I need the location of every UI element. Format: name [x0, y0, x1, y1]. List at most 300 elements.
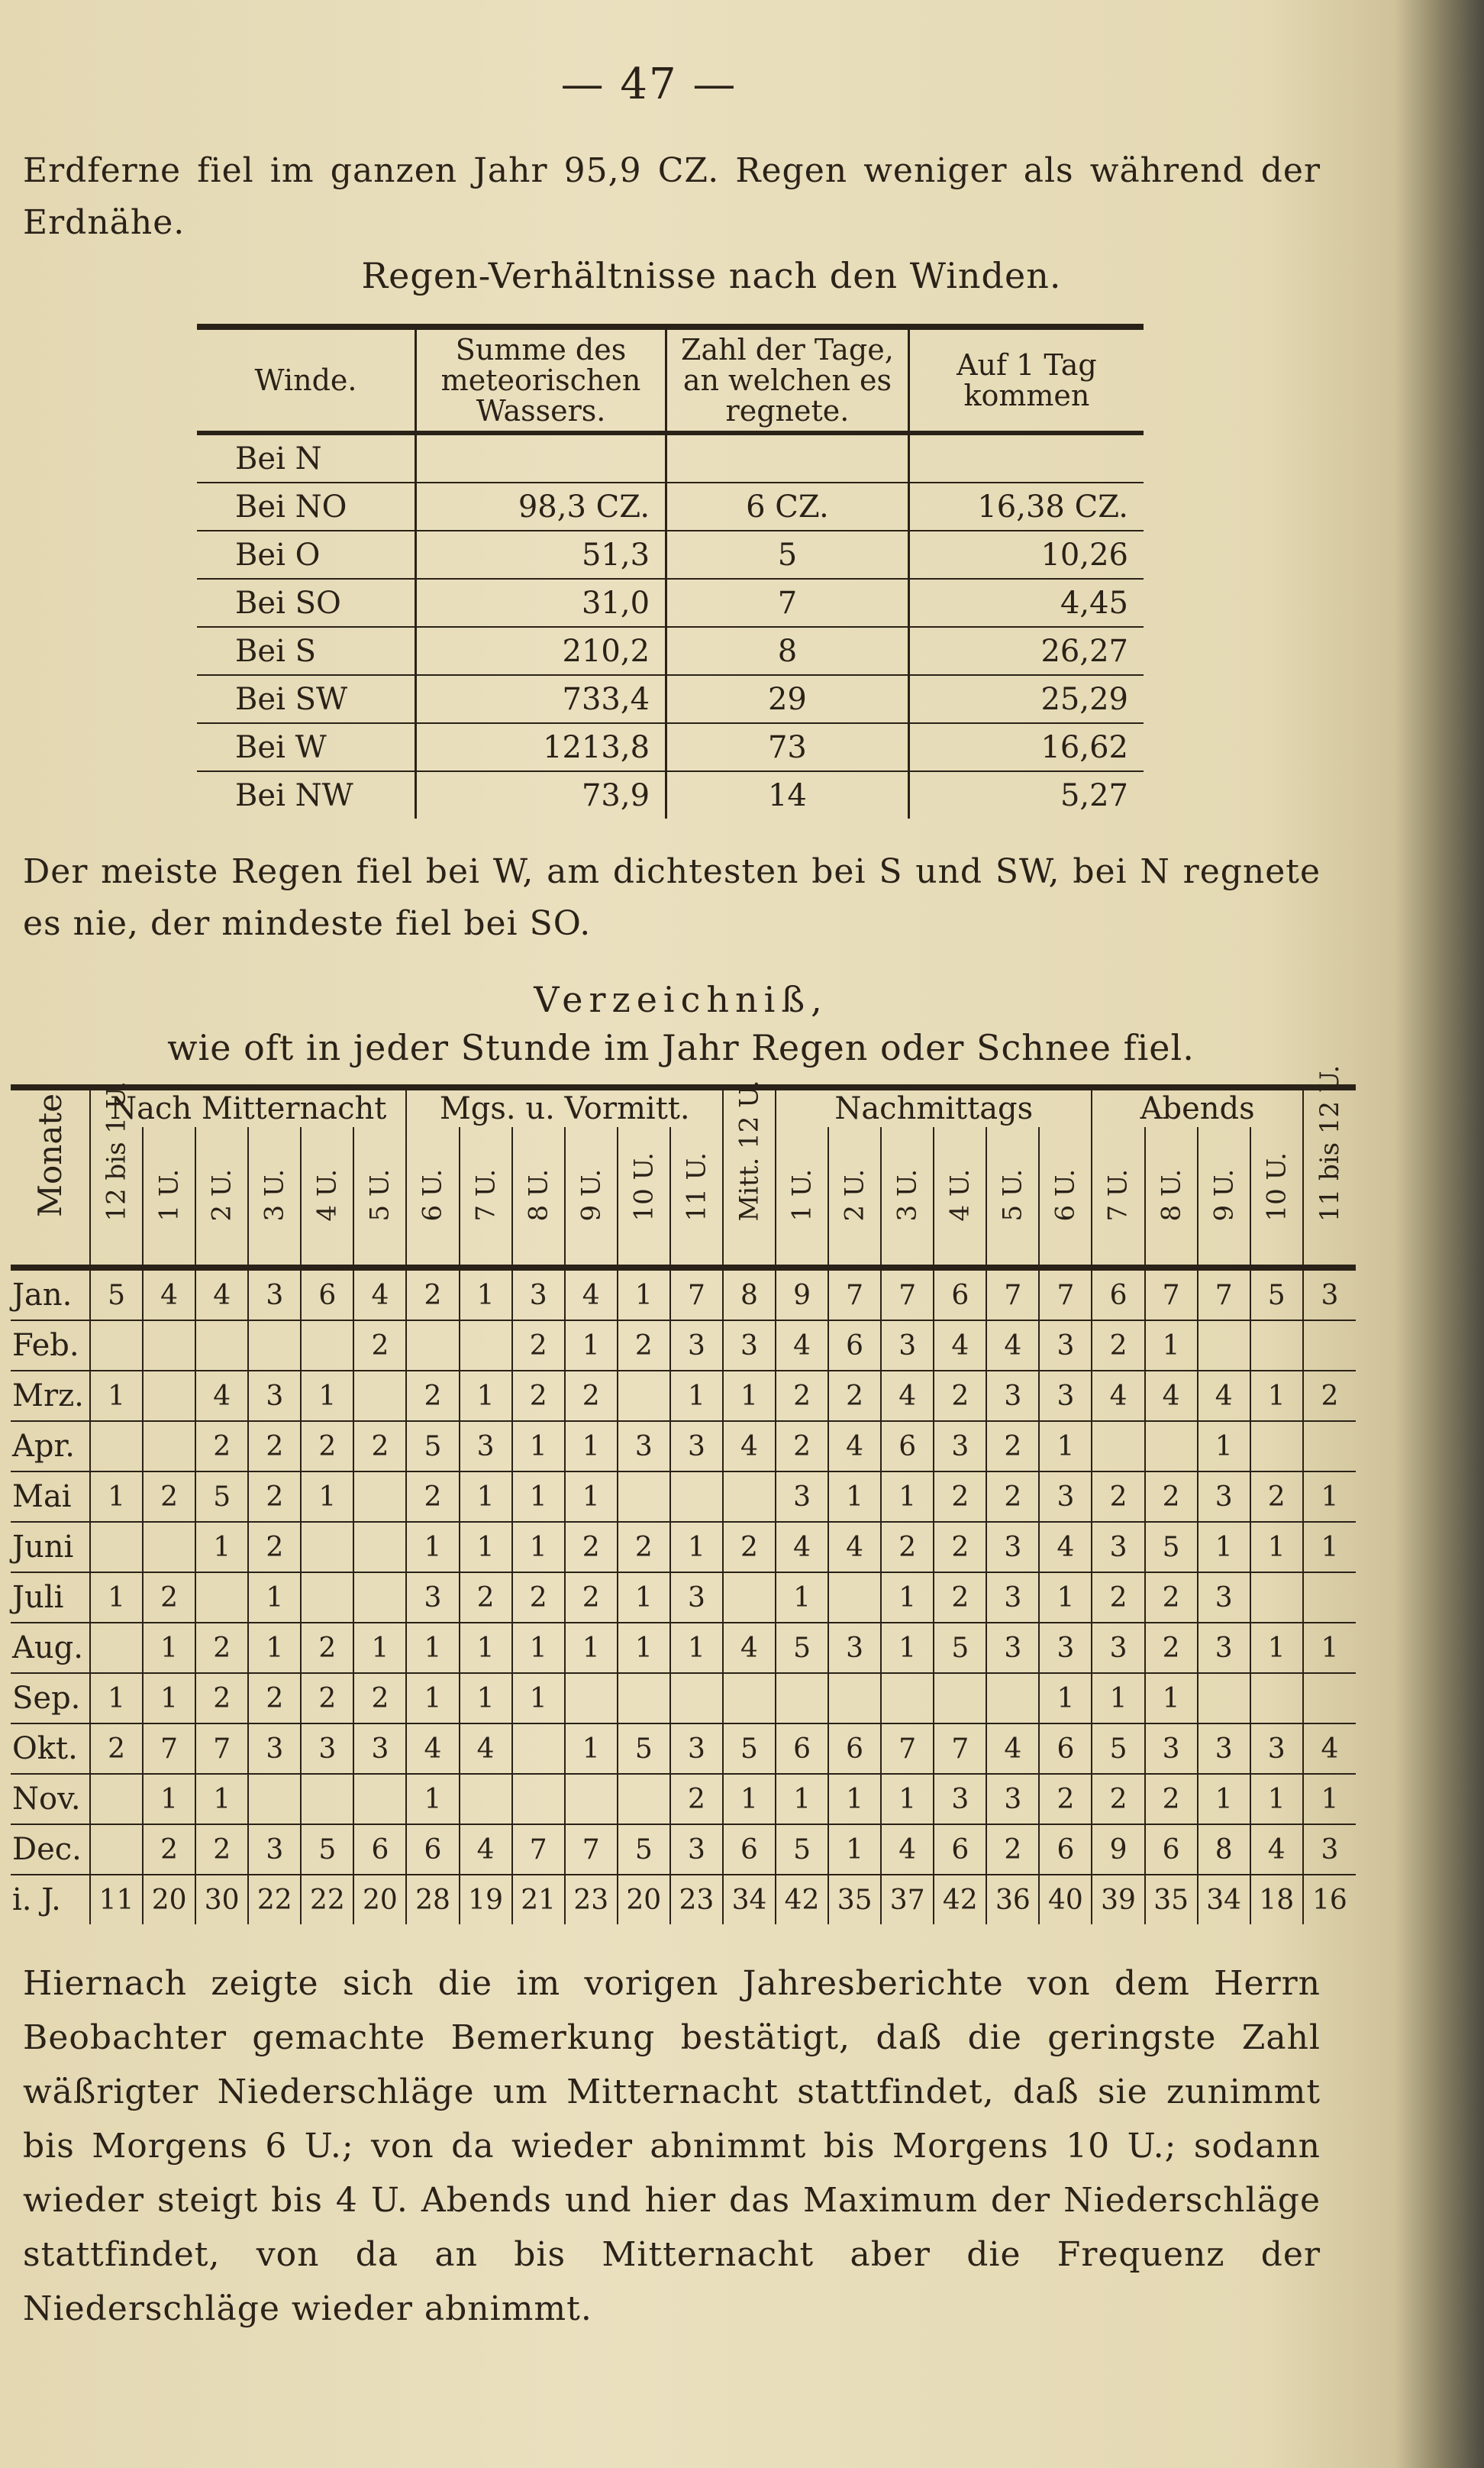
water-sum: 73,9 [416, 771, 666, 819]
count-cell: 2 [195, 1824, 248, 1875]
count-cell: 2 [90, 1723, 143, 1774]
count-cell [828, 1572, 881, 1623]
count-cell [195, 1572, 248, 1623]
header-rain-days: Zahl der Tage, an welchen es regnete. [666, 327, 909, 433]
count-cell: 3 [1145, 1723, 1198, 1774]
count-cell: 2 [301, 1421, 353, 1471]
count-cell: 7 [881, 1723, 934, 1774]
wind-row [197, 579, 1144, 627]
month-row [11, 1824, 1356, 1875]
count-cell: 7 [143, 1723, 195, 1774]
hour-header: 2 U. [828, 1127, 881, 1268]
count-cell: 1 [1145, 1320, 1198, 1371]
count-cell [195, 1320, 248, 1371]
count-cell: 2 [1039, 1774, 1092, 1824]
count-cell: 1 [881, 1471, 934, 1522]
count-cell: 3 [618, 1421, 670, 1471]
wind-row [197, 483, 1144, 531]
wind-row [197, 723, 1144, 771]
month-row [11, 1268, 1356, 1320]
water-sum: 733,4 [416, 675, 666, 723]
count-cell: 4 [881, 1371, 934, 1421]
count-cell: 6 [406, 1824, 459, 1875]
count-cell: 2 [1092, 1774, 1144, 1824]
count-cell: 1 [1303, 1774, 1356, 1824]
count-cell: 5 [776, 1623, 828, 1673]
count-cell: 5 [618, 1723, 670, 1774]
count-cell [301, 1774, 353, 1824]
count-cell: 2 [301, 1623, 353, 1673]
count-cell: 1 [670, 1623, 723, 1673]
count-cell [565, 1774, 618, 1824]
count-cell: 2 [934, 1471, 986, 1522]
count-cell: 1 [406, 1673, 459, 1723]
wind-direction: Bei SO [197, 579, 416, 627]
count-cell: 2 [1250, 1471, 1303, 1522]
hour-header: 3 U. [881, 1127, 934, 1268]
count-cell [776, 1673, 828, 1723]
count-cell: 4 [828, 1421, 881, 1471]
hour-header: 9 U. [565, 1127, 618, 1268]
header-months: Monate. [11, 1087, 90, 1268]
per-day: 16,38 CZ. [908, 483, 1144, 531]
count-cell: 1 [301, 1471, 353, 1522]
water-sum: 51,3 [416, 531, 666, 579]
month-label: Mrz. [11, 1371, 90, 1421]
count-cell: 7 [881, 1268, 934, 1320]
count-cell [512, 1774, 565, 1824]
count-cell: 4 [776, 1320, 828, 1371]
count-cell: 3 [670, 1421, 723, 1471]
hours-table-title: Verzeichniß, [534, 979, 828, 1020]
count-cell: 1 [512, 1421, 565, 1471]
count-cell: 2 [618, 1522, 670, 1572]
count-cell: 1 [1198, 1774, 1250, 1824]
count-cell: 1 [1198, 1522, 1250, 1572]
count-cell [512, 1723, 565, 1774]
hour-header: 4 U. [934, 1127, 986, 1268]
header-per-day: Auf 1 Tag kommen [908, 327, 1144, 433]
count-cell: 1 [881, 1774, 934, 1824]
rain-days [666, 433, 909, 483]
count-cell: 3 [512, 1268, 565, 1320]
count-cell [618, 1371, 670, 1421]
page-number: — 47 — [560, 60, 737, 109]
count-cell: 28 [406, 1875, 459, 1924]
count-cell: 6 [301, 1268, 353, 1320]
count-cell: 7 [195, 1723, 248, 1774]
count-cell: 1 [565, 1421, 618, 1471]
count-cell: 2 [406, 1371, 459, 1421]
count-cell: 1 [143, 1623, 195, 1673]
count-cell [565, 1673, 618, 1723]
count-cell: 2 [353, 1673, 406, 1723]
count-cell [90, 1522, 143, 1572]
month-row [11, 1572, 1356, 1623]
count-cell: 1 [828, 1471, 881, 1522]
count-cell: 1 [512, 1471, 565, 1522]
rain-days: 7 [666, 579, 909, 627]
count-cell: 2 [881, 1522, 934, 1572]
hour-header: 6 U. [1039, 1127, 1092, 1268]
count-cell: 2 [406, 1268, 459, 1320]
count-cell: 5 [301, 1824, 353, 1875]
count-cell: 1 [143, 1774, 195, 1824]
count-cell: 2 [1145, 1471, 1198, 1522]
count-cell: 4 [406, 1723, 459, 1774]
month-label: Nov. [11, 1774, 90, 1824]
hour-header: 10 U. [618, 1127, 670, 1268]
month-label: Mai [11, 1471, 90, 1522]
count-cell: 6 [1092, 1268, 1144, 1320]
hour-header: 9 U. [1198, 1127, 1250, 1268]
month-label: Apr. [11, 1421, 90, 1471]
count-cell: 5 [1092, 1723, 1144, 1774]
count-cell: 2 [512, 1572, 565, 1623]
count-cell: 2 [565, 1572, 618, 1623]
count-cell: 1 [195, 1774, 248, 1824]
count-cell: 1 [723, 1371, 776, 1421]
count-cell: 3 [1039, 1471, 1092, 1522]
count-cell: 2 [353, 1320, 406, 1371]
count-cell: 2 [565, 1522, 618, 1572]
wind-note-paragraph: Der meiste Regen fiel bei W, am dichtesten bei S und SW, bei N regnete es nie, der mindeste fiel bei SO. [23, 852, 1321, 943]
count-cell: 1 [353, 1623, 406, 1673]
count-cell: 1 [195, 1522, 248, 1572]
count-cell: 1 [618, 1268, 670, 1320]
count-cell: 4 [353, 1268, 406, 1320]
wind-row [197, 433, 1144, 483]
count-cell: 3 [670, 1320, 723, 1371]
count-cell: 1 [90, 1572, 143, 1623]
wind-direction: Bei NW [235, 777, 353, 813]
rain-days: 29 [666, 675, 909, 723]
count-cell: 1 [1250, 1623, 1303, 1673]
count-cell: 7 [512, 1824, 565, 1875]
hour-header: 1 U. [143, 1127, 195, 1268]
month-row [11, 1522, 1356, 1572]
count-cell [353, 1522, 406, 1572]
count-cell [353, 1774, 406, 1824]
count-cell [1250, 1673, 1303, 1723]
count-cell: 8 [1198, 1824, 1250, 1875]
count-cell: 7 [670, 1268, 723, 1320]
count-cell [90, 1623, 143, 1673]
count-cell: 3 [406, 1572, 459, 1623]
count-cell: 2 [353, 1421, 406, 1471]
count-cell: 6 [828, 1320, 881, 1371]
month-label: Sep. [11, 1673, 90, 1723]
count-cell: 1 [1303, 1623, 1356, 1673]
count-cell: 2 [143, 1572, 195, 1623]
count-cell: 4 [1145, 1371, 1198, 1421]
per-day: 4,45 [908, 579, 1144, 627]
count-cell [143, 1522, 195, 1572]
count-cell: 1 [460, 1371, 512, 1421]
count-cell: 6 [1039, 1824, 1092, 1875]
water-sum: 1213,8 [416, 723, 666, 771]
hour-header: 10 U. [1250, 1127, 1303, 1268]
count-cell: 1 [406, 1522, 459, 1572]
count-cell: 3 [723, 1320, 776, 1371]
count-cell [1092, 1421, 1144, 1471]
count-cell: 1 [248, 1623, 301, 1673]
count-cell: 4 [881, 1824, 934, 1875]
per-day [908, 433, 1144, 483]
month-row [11, 1320, 1356, 1371]
count-cell: 2 [986, 1421, 1039, 1471]
count-cell: 18 [1250, 1875, 1303, 1924]
count-cell: 20 [618, 1875, 670, 1924]
wind-row [197, 771, 1144, 819]
count-cell: 35 [828, 1875, 881, 1924]
count-cell: 1 [618, 1623, 670, 1673]
count-cell: 3 [1039, 1320, 1092, 1371]
month-row [11, 1371, 1356, 1421]
month-row [11, 1623, 1356, 1673]
count-cell: 37 [881, 1875, 934, 1924]
count-cell: 20 [143, 1875, 195, 1924]
count-cell: 1 [828, 1824, 881, 1875]
count-cell [353, 1371, 406, 1421]
hour-header: 8 U. [1145, 1127, 1198, 1268]
count-cell: 1 [1039, 1673, 1092, 1723]
count-cell: 1 [565, 1471, 618, 1522]
hour-header: 7 U. [460, 1127, 512, 1268]
count-cell: 1 [1039, 1572, 1092, 1623]
count-cell: 3 [986, 1623, 1039, 1673]
wind-row [197, 627, 1144, 675]
count-cell: 3 [1092, 1623, 1144, 1673]
count-cell: 2 [248, 1522, 301, 1572]
count-cell: 3 [301, 1723, 353, 1774]
count-cell: 34 [723, 1875, 776, 1924]
count-cell: 2 [776, 1421, 828, 1471]
count-cell: 16 [1303, 1875, 1356, 1924]
hour-header: 11 bis 12 U. [1303, 1127, 1356, 1268]
count-cell [143, 1421, 195, 1471]
count-cell: 21 [512, 1875, 565, 1924]
count-cell: 2 [670, 1774, 723, 1824]
water-sum [416, 433, 666, 483]
count-cell: 6 [881, 1421, 934, 1471]
count-cell [881, 1673, 934, 1723]
count-cell: 2 [776, 1371, 828, 1421]
count-cell: 1 [1198, 1421, 1250, 1471]
hour-header: 11 U. [670, 1127, 723, 1268]
count-cell: 1 [1250, 1522, 1303, 1572]
closing-paragraph: Hiernach zeigte sich die im vorigen Jahresberichte von dem Herrn Beobachter gemachte Bemerkung bestätigt, daß die geringste Zahl wäßrigter Niederschläge um Mitternacht stattfindet, daß sie zunimmt bis Morgens 6 U.; von da wieder abnimmt bis Morgens 10 U.; sodann wieder steigt bis 4 U. Abends und hier das Maximum der Niederschläge stattfindet, von da an bis Mitternacht aber die Frequenz der Niederschläge wieder abnimmt. [23, 1964, 1321, 2328]
month-label: Okt. [11, 1723, 90, 1774]
count-cell: 3 [670, 1824, 723, 1875]
count-cell: 4 [1303, 1723, 1356, 1774]
count-cell: 2 [512, 1320, 565, 1371]
intro-paragraph: Erdferne fiel im ganzen Jahr 95,9 CZ. Regen weniger als während der Erdnähe. [23, 151, 1321, 242]
count-cell [143, 1320, 195, 1371]
count-cell: 5 [90, 1268, 143, 1320]
count-cell: 1 [1092, 1673, 1144, 1723]
count-cell: 2 [512, 1371, 565, 1421]
count-cell: 4 [195, 1268, 248, 1320]
count-cell: 3 [1198, 1623, 1250, 1673]
count-cell: 4 [776, 1522, 828, 1572]
hour-header: Mitt. 12 U. [723, 1127, 776, 1268]
count-cell: 2 [195, 1421, 248, 1471]
count-cell [248, 1320, 301, 1371]
count-cell: 9 [1092, 1824, 1144, 1875]
count-cell: 1 [90, 1371, 143, 1421]
count-cell: 3 [1303, 1824, 1356, 1875]
count-cell [1145, 1421, 1198, 1471]
count-cell: 7 [1039, 1268, 1092, 1320]
count-cell: 1 [248, 1572, 301, 1623]
count-cell: 1 [406, 1774, 459, 1824]
year-total-row [11, 1875, 1356, 1924]
count-cell: 4 [565, 1268, 618, 1320]
count-cell: 6 [723, 1824, 776, 1875]
count-cell: 2 [248, 1421, 301, 1471]
month-row [11, 1723, 1356, 1774]
count-cell [1198, 1673, 1250, 1723]
count-cell: 23 [565, 1875, 618, 1924]
count-cell: 4 [460, 1824, 512, 1875]
count-cell: 30 [195, 1875, 248, 1924]
count-cell: 1 [460, 1522, 512, 1572]
count-cell: 5 [723, 1723, 776, 1774]
count-cell: 7 [1145, 1268, 1198, 1320]
count-cell: 3 [986, 1774, 1039, 1824]
count-cell [618, 1673, 670, 1723]
count-cell: 3 [248, 1371, 301, 1421]
count-cell [353, 1471, 406, 1522]
count-cell: 1 [460, 1623, 512, 1673]
count-cell [90, 1824, 143, 1875]
count-cell: 2 [986, 1824, 1039, 1875]
count-cell: 1 [1303, 1471, 1356, 1522]
count-cell [986, 1673, 1039, 1723]
count-cell: 2 [248, 1471, 301, 1522]
count-cell: 2 [195, 1673, 248, 1723]
count-cell [1303, 1421, 1356, 1471]
count-cell [1303, 1572, 1356, 1623]
count-cell: 3 [828, 1623, 881, 1673]
count-cell [90, 1320, 143, 1371]
count-cell: 1 [565, 1723, 618, 1774]
count-cell [1250, 1421, 1303, 1471]
count-cell: 6 [934, 1824, 986, 1875]
count-cell: 4 [723, 1623, 776, 1673]
count-cell: 4 [986, 1320, 1039, 1371]
count-cell: 4 [143, 1268, 195, 1320]
count-cell: 4 [828, 1522, 881, 1572]
count-cell: 2 [1145, 1623, 1198, 1673]
wind-direction: Bei N [197, 433, 416, 483]
count-cell: 4 [195, 1371, 248, 1421]
month-label: Juli [11, 1572, 90, 1623]
count-cell: 7 [828, 1268, 881, 1320]
count-cell: 2 [986, 1471, 1039, 1522]
count-cell: 1 [723, 1774, 776, 1824]
count-cell [353, 1572, 406, 1623]
hour-header: 7 U. [1092, 1127, 1144, 1268]
count-cell: 20 [353, 1875, 406, 1924]
count-cell: 2 [1145, 1572, 1198, 1623]
count-cell: 4 [1092, 1371, 1144, 1421]
count-cell: 3 [1198, 1572, 1250, 1623]
per-day: 10,26 [908, 531, 1144, 579]
count-cell [723, 1572, 776, 1623]
month-row [11, 1471, 1356, 1522]
per-day: 26,27 [908, 627, 1144, 675]
count-cell: 6 [1145, 1824, 1198, 1875]
count-cell: 7 [1198, 1268, 1250, 1320]
count-cell: 4 [1198, 1371, 1250, 1421]
count-cell [90, 1774, 143, 1824]
count-cell: 3 [986, 1572, 1039, 1623]
count-cell: 5 [195, 1471, 248, 1522]
month-label: Jan. [11, 1268, 90, 1320]
count-cell: 4 [1250, 1824, 1303, 1875]
count-cell [618, 1471, 670, 1522]
hour-header: 8 U. [512, 1127, 565, 1268]
count-cell: 3 [353, 1723, 406, 1774]
count-cell: 2 [934, 1522, 986, 1572]
wind-direction: Bei W [197, 723, 416, 771]
count-cell [301, 1522, 353, 1572]
count-cell: 5 [406, 1421, 459, 1471]
count-cell [143, 1371, 195, 1421]
count-cell: 6 [776, 1723, 828, 1774]
count-cell: 2 [1092, 1572, 1144, 1623]
rain-days: 6 CZ. [666, 483, 909, 531]
count-cell: 2 [828, 1371, 881, 1421]
wind-row [197, 531, 1144, 579]
count-cell: 1 [1250, 1774, 1303, 1824]
count-cell: 1 [90, 1471, 143, 1522]
wind-direction: Bei O [197, 531, 416, 579]
count-cell: 1 [460, 1673, 512, 1723]
count-cell: 4 [723, 1421, 776, 1471]
count-cell: 2 [301, 1673, 353, 1723]
count-cell [406, 1320, 459, 1371]
rain-days: 8 [666, 627, 909, 675]
group-night: Nach Mitternacht [90, 1087, 406, 1127]
count-cell: 1 [565, 1320, 618, 1371]
count-cell: 4 [1039, 1522, 1092, 1572]
month-label: Aug. [11, 1623, 90, 1673]
count-cell: 8 [723, 1268, 776, 1320]
hour-header: 5 U. [986, 1127, 1039, 1268]
wind-direction: Bei NO [197, 483, 416, 531]
count-cell: 5 [618, 1824, 670, 1875]
count-cell: 3 [1039, 1623, 1092, 1673]
count-cell: 3 [1198, 1471, 1250, 1522]
count-cell [670, 1471, 723, 1522]
count-cell: 1 [512, 1522, 565, 1572]
rain-days: 14 [666, 771, 909, 819]
count-cell: 2 [248, 1673, 301, 1723]
month-row [11, 1421, 1356, 1471]
count-cell: 42 [776, 1875, 828, 1924]
count-cell: 1 [881, 1623, 934, 1673]
header-winds: Winde. [197, 327, 416, 433]
count-cell [1303, 1320, 1356, 1371]
water-sum: 31,0 [416, 579, 666, 627]
count-cell: 22 [248, 1875, 301, 1924]
count-cell [934, 1673, 986, 1723]
count-cell: 6 [934, 1268, 986, 1320]
count-cell [1303, 1673, 1356, 1723]
